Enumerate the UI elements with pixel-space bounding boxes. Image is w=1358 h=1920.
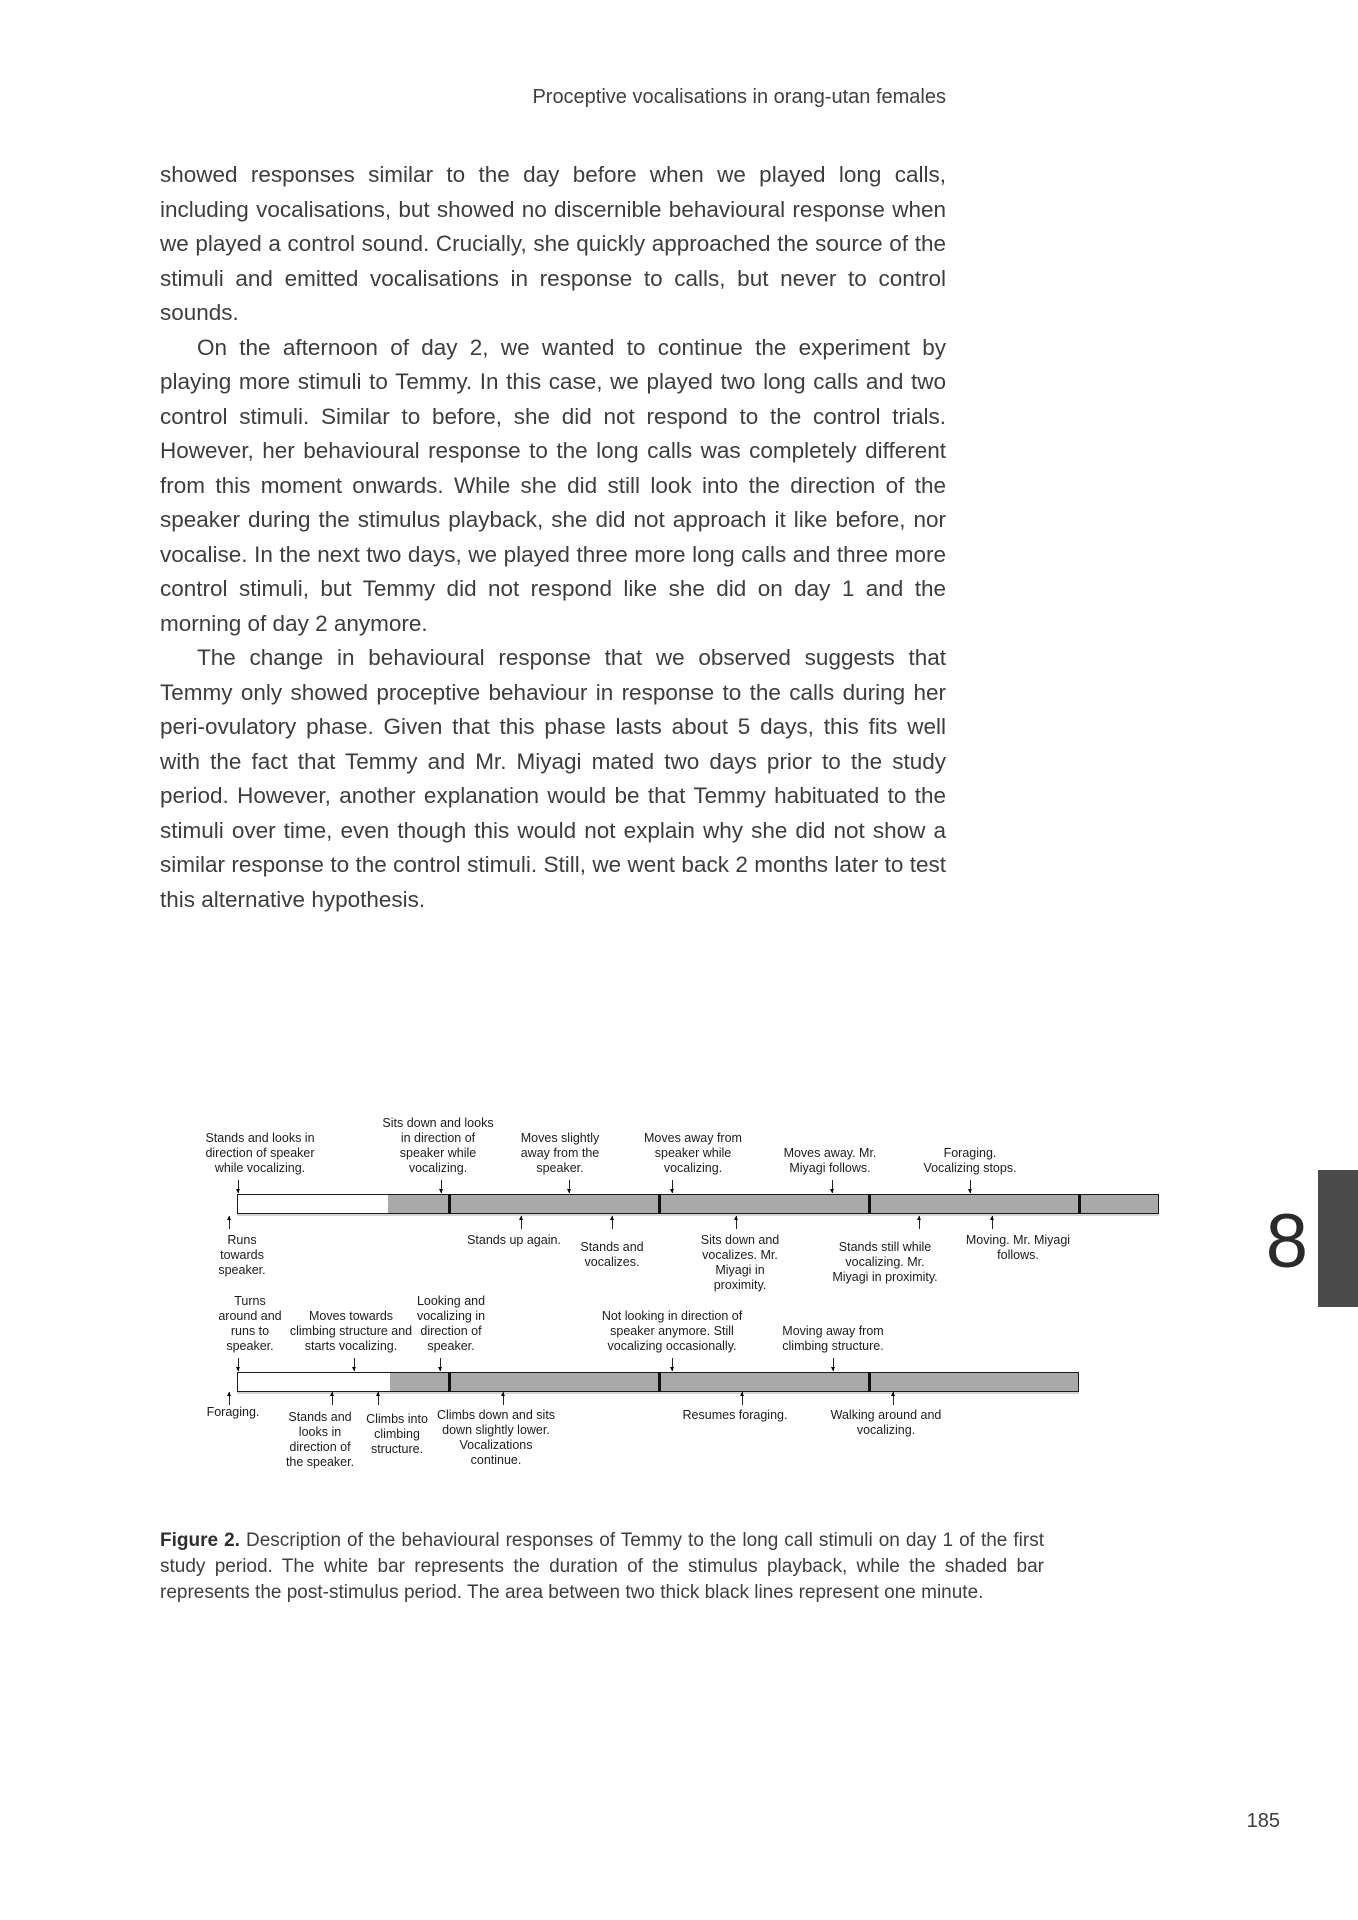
timeline-label: Moves away from speaker while vocalizing. <box>644 1131 742 1175</box>
timeline-label: Climbs down and sits down slightly lower. Vocalizations continue. <box>436 1408 556 1467</box>
arrow-up-icon <box>229 1392 230 1405</box>
arrow-up-icon <box>736 1216 737 1229</box>
running-title: Proceptive vocalisations in orang-utan females <box>532 86 946 108</box>
timeline-label: Moves towards climbing structure and starts vocalizing. <box>289 1309 413 1353</box>
arrow-up-icon <box>229 1216 230 1229</box>
paragraph: On the afternoon of day 2, we wanted to continue the experiment by playing more stimuli to Temmy. In this case, we played two long calls and two control stimuli. Similar to before, she did not respond to the control trials. However, her behavioural response to the long calls was completely different from this moment onwards. While she did still look into the direction of the speaker during the stimulus playback, she did not approach it like before, nor vocalise. In the next two days, we played three more long calls and three more control stimuli, but Temmy did not respond like she did on day 1 and the morning of day 2 anymore. <box>160 334 946 636</box>
timeline-bar-2 <box>237 1372 1079 1392</box>
arrow-down-icon <box>672 1180 673 1193</box>
arrow-down-icon <box>441 1180 442 1193</box>
minute-mark <box>448 1194 451 1214</box>
timeline-label: Sits down and looks in direction of speaker while vocalizing. <box>382 1116 494 1175</box>
arrow-down-icon <box>672 1358 673 1371</box>
arrow-down-icon <box>238 1358 239 1371</box>
timeline-label: Stands and looks in direction of speaker while vocalizing. <box>205 1131 315 1175</box>
arrow-down-icon <box>832 1180 833 1193</box>
figure-2-timeline <box>175 1100 1185 1500</box>
paragraph: The change in behavioural response that we observed suggests that Temmy only showed proceptive behaviour in response to the calls during her peri-ovulatory phase. Given that this phase lasts about 5 days, this fits well with the fact that Temmy and Mr. Miyagi mated two days prior to the study period. However, another explanation would be that Temmy habituated to the stimuli over time, even though this would not explain why she did not show a similar response to the control stimuli. Still, we went back 2 months later to test this alternative hypothesis. <box>160 645 946 912</box>
arrow-up-icon <box>332 1392 333 1405</box>
arrow-down-icon <box>354 1358 355 1371</box>
paragraph: showed responses similar to the day before when we played long calls, including vocalisations, but showed no discernible behavioural response when we played a control sound. Crucially, she quickly approached the source of the stimuli and emitted vocalisations in response to calls, but never to control sounds. <box>160 162 946 325</box>
arrow-up-icon <box>521 1216 522 1229</box>
timeline-label: Not looking in direction of speaker anymore. Still vocalizing occasionally. <box>601 1309 743 1353</box>
timeline-label: Runs towards speaker. <box>218 1233 266 1277</box>
chapter-number: 8 <box>1265 1199 1308 1284</box>
page-number: 185 <box>1246 1810 1280 1832</box>
timeline-label: Stands still while vocalizing. Mr. Miyagi in proximity. <box>832 1240 938 1284</box>
minute-mark <box>868 1372 871 1392</box>
timeline-label: Stands and looks in direction of the speaker. <box>285 1410 355 1469</box>
body-text <box>160 158 946 917</box>
timeline-label: Stands and vocalizes. <box>580 1240 644 1269</box>
stimulus-playback-segment <box>238 1373 390 1391</box>
timeline-label: Stands up again. <box>467 1233 561 1247</box>
arrow-down-icon <box>970 1180 971 1193</box>
arrow-down-icon <box>238 1180 239 1193</box>
timeline-label: Sits down and vocalizes. Mr. Miyagi in proximity. <box>700 1233 780 1292</box>
timeline-label: Looking and vocalizing in direction of speaker. <box>416 1294 486 1353</box>
timeline-label: Turns around and runs to speaker. <box>218 1294 282 1353</box>
minute-mark <box>868 1194 871 1214</box>
arrow-up-icon <box>893 1392 894 1405</box>
timeline-label: Moving. Mr. Miyagi follows. <box>965 1233 1071 1262</box>
timeline-bar-1 <box>237 1194 1159 1214</box>
chapter-tab-marker <box>1318 1170 1358 1307</box>
timeline-label: Moves slightly away from the speaker. <box>520 1131 600 1175</box>
arrow-up-icon <box>612 1216 613 1229</box>
arrow-up-icon <box>919 1216 920 1229</box>
figure-caption <box>160 1528 1044 1606</box>
timeline-label: Foraging. Vocalizing stops. <box>923 1146 1017 1175</box>
timeline-label: Walking around and vocalizing. <box>830 1408 942 1437</box>
arrow-down-icon <box>833 1358 834 1371</box>
minute-mark <box>658 1372 661 1392</box>
minute-mark <box>448 1372 451 1392</box>
arrow-down-icon <box>569 1180 570 1193</box>
minute-mark <box>1078 1194 1081 1214</box>
figure-caption-label: Figure 2. <box>160 1530 240 1551</box>
minute-mark <box>658 1194 661 1214</box>
stimulus-playback-segment <box>238 1195 388 1213</box>
arrow-up-icon <box>992 1216 993 1229</box>
arrow-up-icon <box>503 1392 504 1405</box>
arrow-up-icon <box>378 1392 379 1405</box>
arrow-down-icon <box>440 1358 441 1371</box>
figure-caption-text: Description of the behavioural responses of Temmy to the long call stimuli on day 1 of the first study period. The white bar represents the duration of the stimulus playback, while the shaded bar represents the post-stimulus period. The area between two thick black lines represent one minute. <box>160 1530 1045 1603</box>
timeline-label: Resumes foraging. <box>682 1408 788 1422</box>
timeline-label: Moves away. Mr. Miyagi follows. <box>783 1146 877 1175</box>
timeline-label: Climbs into climbing structure. <box>366 1412 428 1456</box>
arrow-up-icon <box>742 1392 743 1405</box>
timeline-label: Moving away from climbing structure. <box>782 1324 884 1353</box>
timeline-label: Foraging. <box>206 1405 260 1419</box>
